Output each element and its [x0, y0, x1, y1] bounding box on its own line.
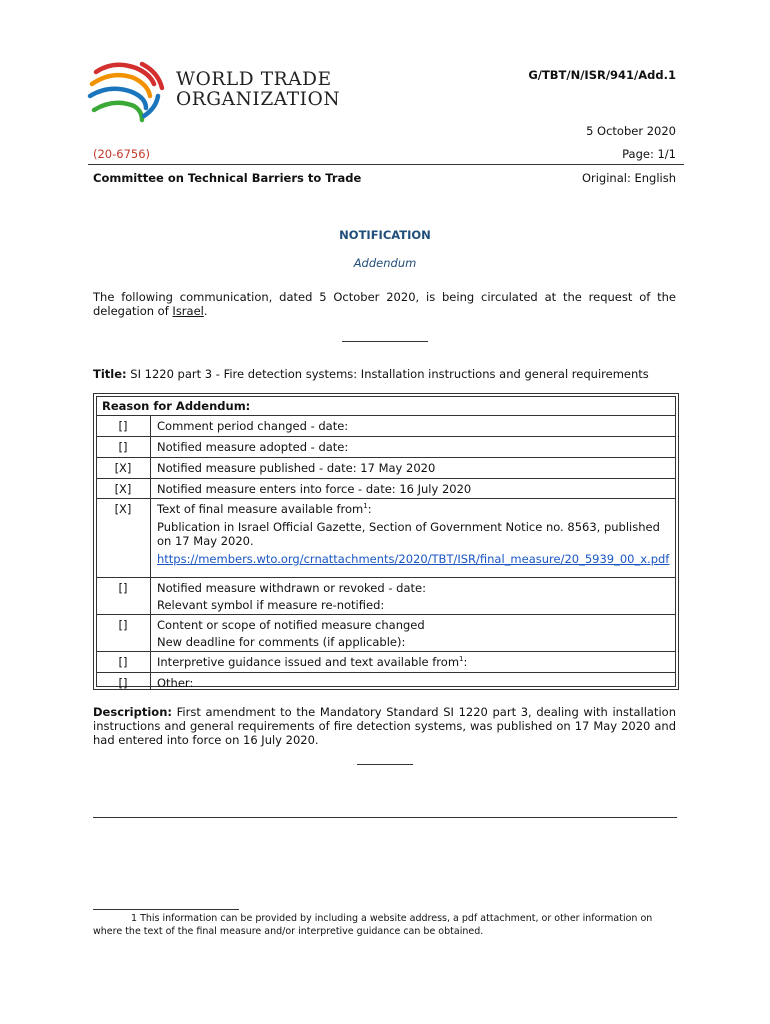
row-text-main: Interpretive guidance issued and text available from [157, 655, 460, 669]
row-checkbox-mark: [X] [114, 461, 132, 475]
intro-country: Israel [172, 304, 204, 318]
document-symbol: G/TBT/N/ISR/941/Add.1 [528, 68, 676, 82]
final-measure-link[interactable]: https://members.wto.org/crnattachments/2020/TBT/ISR/final_measure/20_5939_00_x.pdf [157, 551, 670, 566]
row-text: Notified measure published - date: 17 May 2020 [157, 461, 436, 475]
row-text [157, 655, 672, 670]
row-checkbox-mark: [X] [114, 502, 132, 516]
section-divider [342, 341, 428, 342]
row-checkbox-mark: [] [118, 655, 128, 669]
row-text-suffix: : [367, 502, 372, 516]
row-checkbox-mark: [X] [114, 482, 132, 496]
organization-name-line2: ORGANIZATION [176, 89, 341, 110]
intro-end: . [203, 304, 208, 318]
footnote-ref: 1 [459, 655, 464, 664]
row-text [157, 618, 672, 649]
organization-name [176, 70, 340, 110]
table-row-divider [96, 436, 676, 437]
row-checkbox-mark: [] [118, 581, 128, 595]
page-number: Page: 1/1 [622, 147, 676, 161]
page-divider [93, 817, 677, 818]
table-row-divider [96, 651, 676, 652]
row-text-line [157, 502, 672, 517]
row-text [157, 581, 672, 612]
document-date: 5 October 2020 [586, 124, 676, 138]
header-divider [88, 164, 684, 165]
table-row-divider [96, 415, 676, 416]
row-checkbox-mark: [] [118, 676, 128, 690]
row-text-line1: Notified measure withdrawn or revoked - date: [157, 581, 426, 595]
table-row-divider [96, 457, 676, 458]
row-text: Notified measure adopted - date: [157, 440, 349, 454]
row-text-suffix: : [463, 655, 468, 669]
intro-text: The following communication, dated 5 October 2020, is being circulated at the request of the delegation of [93, 290, 676, 318]
original-language: Original: English [581, 171, 676, 185]
description-paragraph [93, 705, 676, 747]
row-text: Other: [157, 676, 194, 690]
footnote [93, 913, 653, 938]
measure-title [93, 367, 683, 381]
description-label: Description: [93, 705, 172, 719]
table-row-divider [96, 478, 676, 479]
row-text-line1: Content or scope of notified measure changed [157, 618, 425, 632]
row-text-line2: Relevant symbol if measure re-notified: [157, 597, 385, 612]
row-text [157, 502, 672, 566]
document-reference: (20-6756) [93, 147, 151, 161]
row-checkbox-mark: [] [118, 419, 128, 433]
row-text: Comment period changed - date: [157, 419, 349, 433]
row-text: Notified measure enters into force - date: 16 July 2020 [157, 482, 472, 496]
table-row-divider [96, 498, 676, 499]
table-row-divider [96, 577, 676, 578]
notification-heading: NOTIFICATION [339, 228, 431, 242]
row-text-main: Text of final measure available from [157, 502, 364, 516]
row-checkbox-mark: [] [118, 618, 128, 632]
footnote-text: 1 This information can be provided by including a website address, a pdf attachment, or other information on where the text of the final measure and/or interpretive guidance can be obtained. [93, 913, 653, 937]
title-text: SI 1220 part 3 - Fire detection systems: Installation instructions and general requirements [126, 367, 649, 381]
table-row-divider [96, 672, 676, 673]
title-label: Title: [93, 367, 127, 381]
row-checkbox-mark: [] [118, 440, 128, 454]
reason-table-heading: Reason for Addendum: [102, 399, 251, 413]
footnote-divider [93, 909, 239, 910]
end-divider [357, 764, 413, 765]
footnote-ref: 1 [363, 502, 368, 511]
organization-name-line1: WORLD TRADE [176, 69, 332, 90]
committee-name: Committee on Technical Barriers to Trade [93, 171, 362, 185]
table-row-divider [96, 614, 676, 615]
intro-paragraph [93, 290, 676, 318]
addendum-subheading: Addendum [353, 256, 417, 270]
description-text: First amendment to the Mandatory Standard SI 1220 part 3, dealing with installation instructions and general requirements of fire detection systems, was published on 17 May 2020 and had entered into force on 16 July 2020. [93, 705, 676, 747]
publication-text: Publication in Israel Official Gazette, Section of Government Notice no. 8563, published on 17 May 2020. [157, 519, 660, 548]
row-text-line2: New deadline for comments (if applicable): [157, 634, 406, 649]
